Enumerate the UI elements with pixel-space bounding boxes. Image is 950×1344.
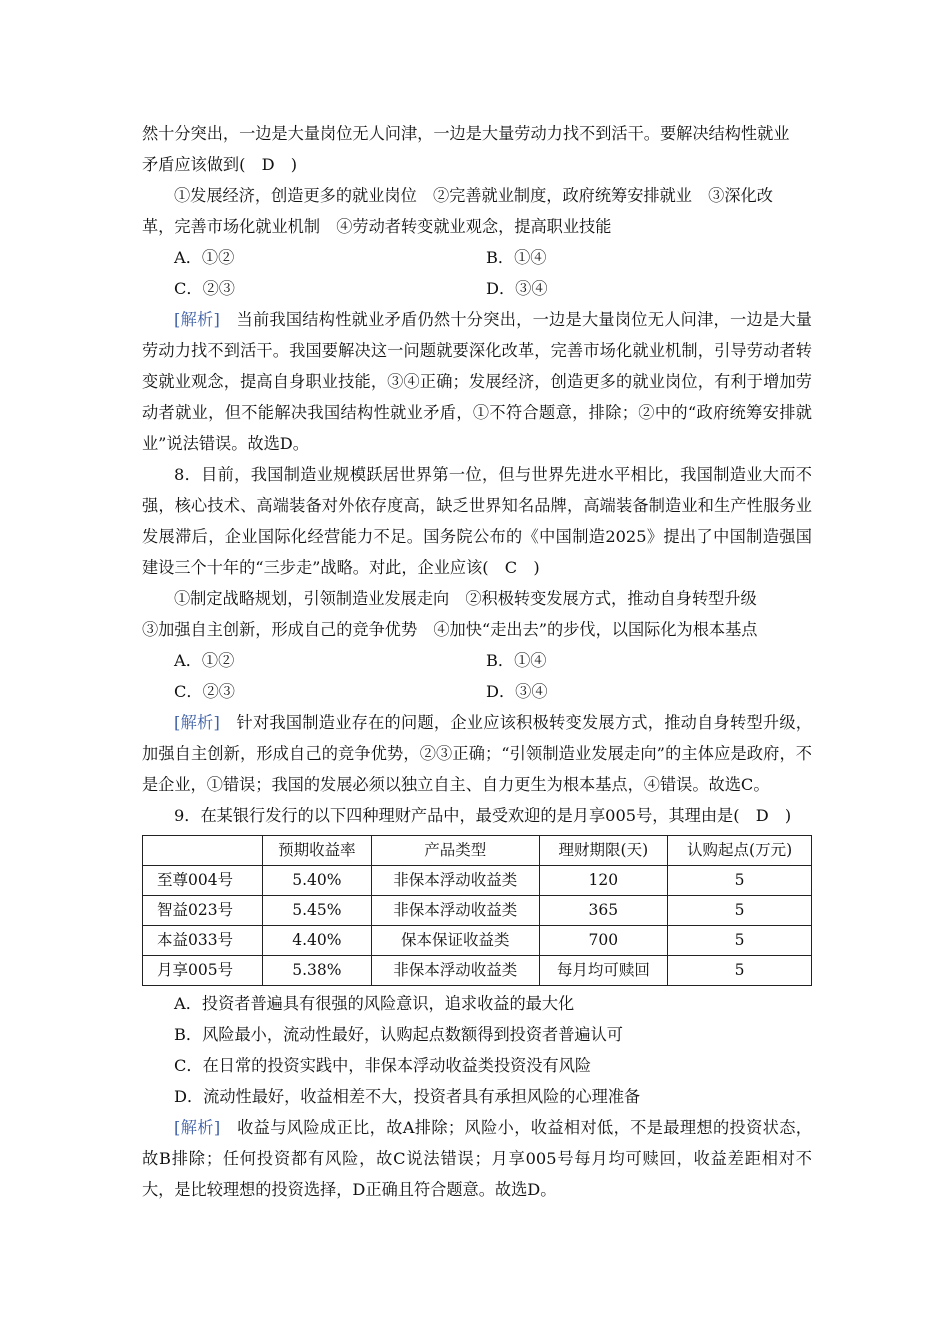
q7-analysis-text: 当前我国结构性就业矛盾仍然十分突出，一边是大量岗位无人问津，一边是大量劳动力找不到活干。我国要解决这一问题就要深化改革，完善市场化就业机制，引导劳动者转变就业观念，提高自身职业技能，③④正确；发展经济，创造更多的就业岗位，有利于增加劳动者就业，但不能解决我国结构性就业矛盾，①不符合题意，排除；②中的“政府统筹安排就业”说法错误。故选D。 [142, 310, 812, 453]
table-cell: 保本保证收益类 [371, 926, 539, 956]
q7-option-a: A．①② [174, 248, 235, 267]
q9-option-a: A．投资者普遍具有很强的风险意识，追求收益的最大化 [174, 994, 575, 1013]
q8-option-d: D．③④ [486, 682, 548, 701]
table-cell: 5.40% [262, 866, 371, 896]
table-cell: 5 [668, 926, 812, 956]
q7-option-d: D．③④ [486, 279, 548, 298]
table-cell: 4.40% [262, 926, 371, 956]
q8-options-row2 [142, 676, 812, 707]
q8-items-line1: ①制定战略规划，引领制造业发展走向 ②积极转变发展方式，推动自身转型升级 [174, 589, 757, 608]
q7-analysis [142, 304, 812, 459]
q7-stem-line1: 然十分突出，一边是大量岗位无人问津，一边是大量劳动力找不到活干。要解决结构性就业 [142, 124, 790, 143]
table-cell: 月享005号 [143, 956, 263, 986]
q8-analysis [142, 707, 812, 800]
table-cell: 非保本浮动收益类 [371, 896, 539, 926]
q9-option-d: D．流动性最好，收益相差不大，投资者具有承担风险的心理准备 [174, 1087, 641, 1106]
table-cell: 非保本浮动收益类 [371, 956, 539, 986]
table-cell: 至尊004号 [143, 866, 263, 896]
table-cell: 非保本浮动收益类 [371, 866, 539, 896]
q9-analysis-text: 收益与风险成正比，故A排除；风险小，收益相对低，不是最理想的投资状态，故B排除；任何投资都有风险，故C说法错误；月享005号每月均可赎回，收益差距相对不大，是比较理想的投资选择，D正确且符合题意。故选D。 [142, 1118, 812, 1199]
q7-options-row1 [142, 242, 812, 273]
table-row [143, 926, 812, 956]
q8-option-b: B．①④ [486, 651, 547, 670]
q7-stem-line2: 矛盾应该做到( D ) [142, 155, 298, 174]
table-cell: 5 [668, 896, 812, 926]
q7-analysis-tag: [解析] [174, 310, 220, 329]
q8-option-a: A．①② [174, 651, 235, 670]
table-row [143, 866, 812, 896]
q7-option-c: C．②③ [174, 279, 235, 298]
document-page [142, 118, 812, 1205]
table-header-row [143, 836, 812, 866]
table-cell: 5 [668, 956, 812, 986]
q7-options-row2 [142, 273, 812, 304]
table-header-cell: 理财期限(天) [539, 836, 668, 866]
table-cell: 智益023号 [143, 896, 263, 926]
table-header-cell: 预期收益率 [262, 836, 371, 866]
table-row [143, 956, 812, 986]
table-cell: 5 [668, 866, 812, 896]
q9-analysis [142, 1112, 812, 1205]
table-cell: 365 [539, 896, 668, 926]
q9-option-b: B．风险最小，流动性最好，认购起点数额得到投资者普遍认可 [174, 1025, 623, 1044]
q8-analysis-tag: [解析] [174, 713, 220, 732]
q7-items-line2: 革，完善市场化就业机制 ④劳动者转变就业观念，提高职业技能 [142, 217, 612, 236]
table-header-cell [143, 836, 263, 866]
q8-analysis-text: 针对我国制造业存在的问题，企业应该积极转变发展方式，推动自身转型升级，加强自主创新，形成自己的竞争优势，②③正确；“引领制造业发展走向”的主体应是政府，不是企业，①错误；我国的发展必须以独立自主、自力更生为根本基点，④错误。故选C。 [142, 713, 812, 794]
q9-analysis-tag: [解析] [174, 1118, 221, 1137]
q7-option-b: B．①④ [486, 248, 547, 267]
table-cell: 700 [539, 926, 668, 956]
table-header-cell: 认购起点(万元) [668, 836, 812, 866]
financial-products-table [142, 835, 812, 986]
table-cell: 本益033号 [143, 926, 263, 956]
q7-items-line1: ①发展经济，创造更多的就业岗位 ②完善就业制度，政府统筹安排就业 ③深化改 [174, 186, 773, 205]
q8-stem: 8．目前，我国制造业规模跃居世界第一位，但与世界先进水平相比，我国制造业大而不强，核心技术、高端装备对外依存度高，缺乏世界知名品牌，高端装备制造业和生产性服务业发展滞后，企业国际化经营能力不足。国务院公布的《中国制造2025》提出了中国制造强国建设三个十年的“三步走”战略。对此，企业应该( C ) [142, 465, 812, 577]
table-cell: 120 [539, 866, 668, 896]
q8-items-line2: ③加强自主创新，形成自己的竞争优势 ④加快“走出去”的步伐，以国际化为根本基点 [142, 620, 758, 639]
table-row [143, 896, 812, 926]
table-cell: 每月均可赎回 [539, 956, 668, 986]
q9-option-c: C．在日常的投资实践中，非保本浮动收益类投资没有风险 [174, 1056, 592, 1075]
table-cell: 5.38% [262, 956, 371, 986]
table-cell: 5.45% [262, 896, 371, 926]
q9-stem: 9．在某银行发行的以下四种理财产品中，最受欢迎的是月享005号，其理由是( D ) [174, 806, 792, 825]
q8-option-c: C．②③ [174, 682, 235, 701]
q8-options-row1 [142, 645, 812, 676]
table-header-cell: 产品类型 [371, 836, 539, 866]
